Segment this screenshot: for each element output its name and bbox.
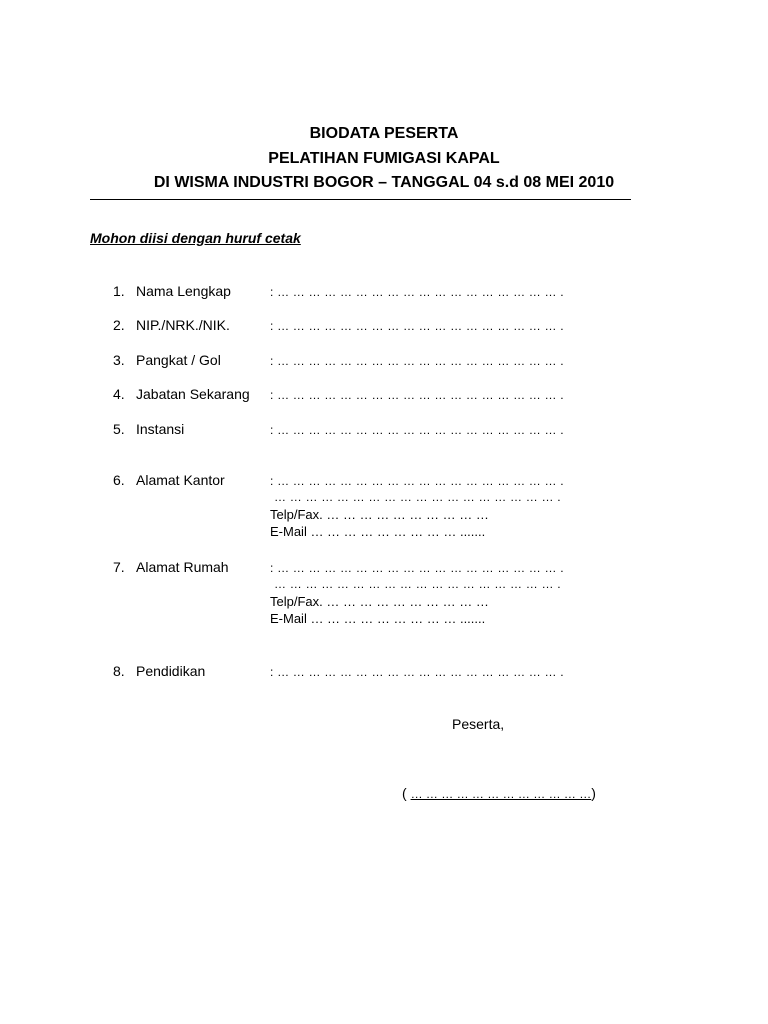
field-number: 6. <box>113 472 125 488</box>
field-blank-nama-lengkap: : … … … … … … … … … … … … … … … … … … . <box>270 285 564 299</box>
field-label-jabatan: Jabatan Sekarang <box>136 386 250 402</box>
signature-blank: … … … … … … … … … … … … <box>410 787 592 801</box>
field-blank-nip: : … … … … … … … … … … … … … … … … … … . <box>270 319 564 333</box>
field-number: 4. <box>113 386 125 402</box>
field-blank-pendidikan: : … … … … … … … … … … … … … … … … … … . <box>270 665 564 679</box>
office-email: E-Mail … … … … … … … … … ....... <box>270 524 486 539</box>
field-blank-alamat-kantor: : … … … … … … … … … … … … … … … … … … . <box>270 474 564 488</box>
field-blank-alamat-rumah: : … … … … … … … … … … … … … … … … … … . <box>270 561 564 575</box>
field-label-alamat-rumah: Alamat Rumah <box>136 559 229 575</box>
field-label-pangkat: Pangkat / Gol <box>136 352 221 368</box>
form-subtitle: PELATIHAN FUMIGASI KAPAL <box>268 150 500 167</box>
field-label-instansi: Instansi <box>136 421 185 437</box>
signature-line <box>402 785 596 801</box>
signature-open-paren: ( <box>402 785 411 801</box>
field-number: 2. <box>113 317 125 333</box>
signature-label: Peserta, <box>452 716 505 732</box>
field-blank-instansi: : … … … … … … … … … … … … … … … … … … . <box>270 423 564 437</box>
field-number: 1. <box>113 283 125 299</box>
fill-instruction: Mohon diisi dengan huruf cetak <box>90 230 301 246</box>
header-divider <box>90 199 631 200</box>
field-number: 7. <box>113 559 125 575</box>
field-label-nip: NIP./NRK./NIK. <box>136 317 230 333</box>
field-number: 5. <box>113 421 125 437</box>
form-event-info: DI WISMA INDUSTRI BOGOR – TANGGAL 04 s.d 08 MEI 2010 <box>153 174 615 191</box>
office-telp-fax: Telp/Fax. … … … … … … … … … … <box>270 507 489 522</box>
field-label-alamat-kantor: Alamat Kantor <box>136 472 225 488</box>
field-label-pendidikan: Pendidikan <box>136 663 206 679</box>
field-blank-alamat-kantor-line2: … … … … … … … … … … … … … … … … … … . <box>274 490 561 504</box>
home-telp-fax: Telp/Fax. … … … … … … … … … … <box>270 594 489 609</box>
field-blank-jabatan: : … … … … … … … … … … … … … … … … … … . <box>270 388 564 402</box>
home-email: E-Mail … … … … … … … … … ....... <box>270 611 486 626</box>
field-blank-pangkat: : … … … … … … … … … … … … … … … … … … . <box>270 354 564 368</box>
field-blank-alamat-rumah-line2: … … … … … … … … … … … … … … … … … … . <box>274 577 561 591</box>
form-title: BIODATA PESERTA <box>309 125 459 142</box>
field-number: 8. <box>113 663 125 679</box>
signature-close-paren: ) <box>591 785 596 801</box>
field-label-nama-lengkap: Nama Lengkap <box>136 283 231 299</box>
field-number: 3. <box>113 352 125 368</box>
